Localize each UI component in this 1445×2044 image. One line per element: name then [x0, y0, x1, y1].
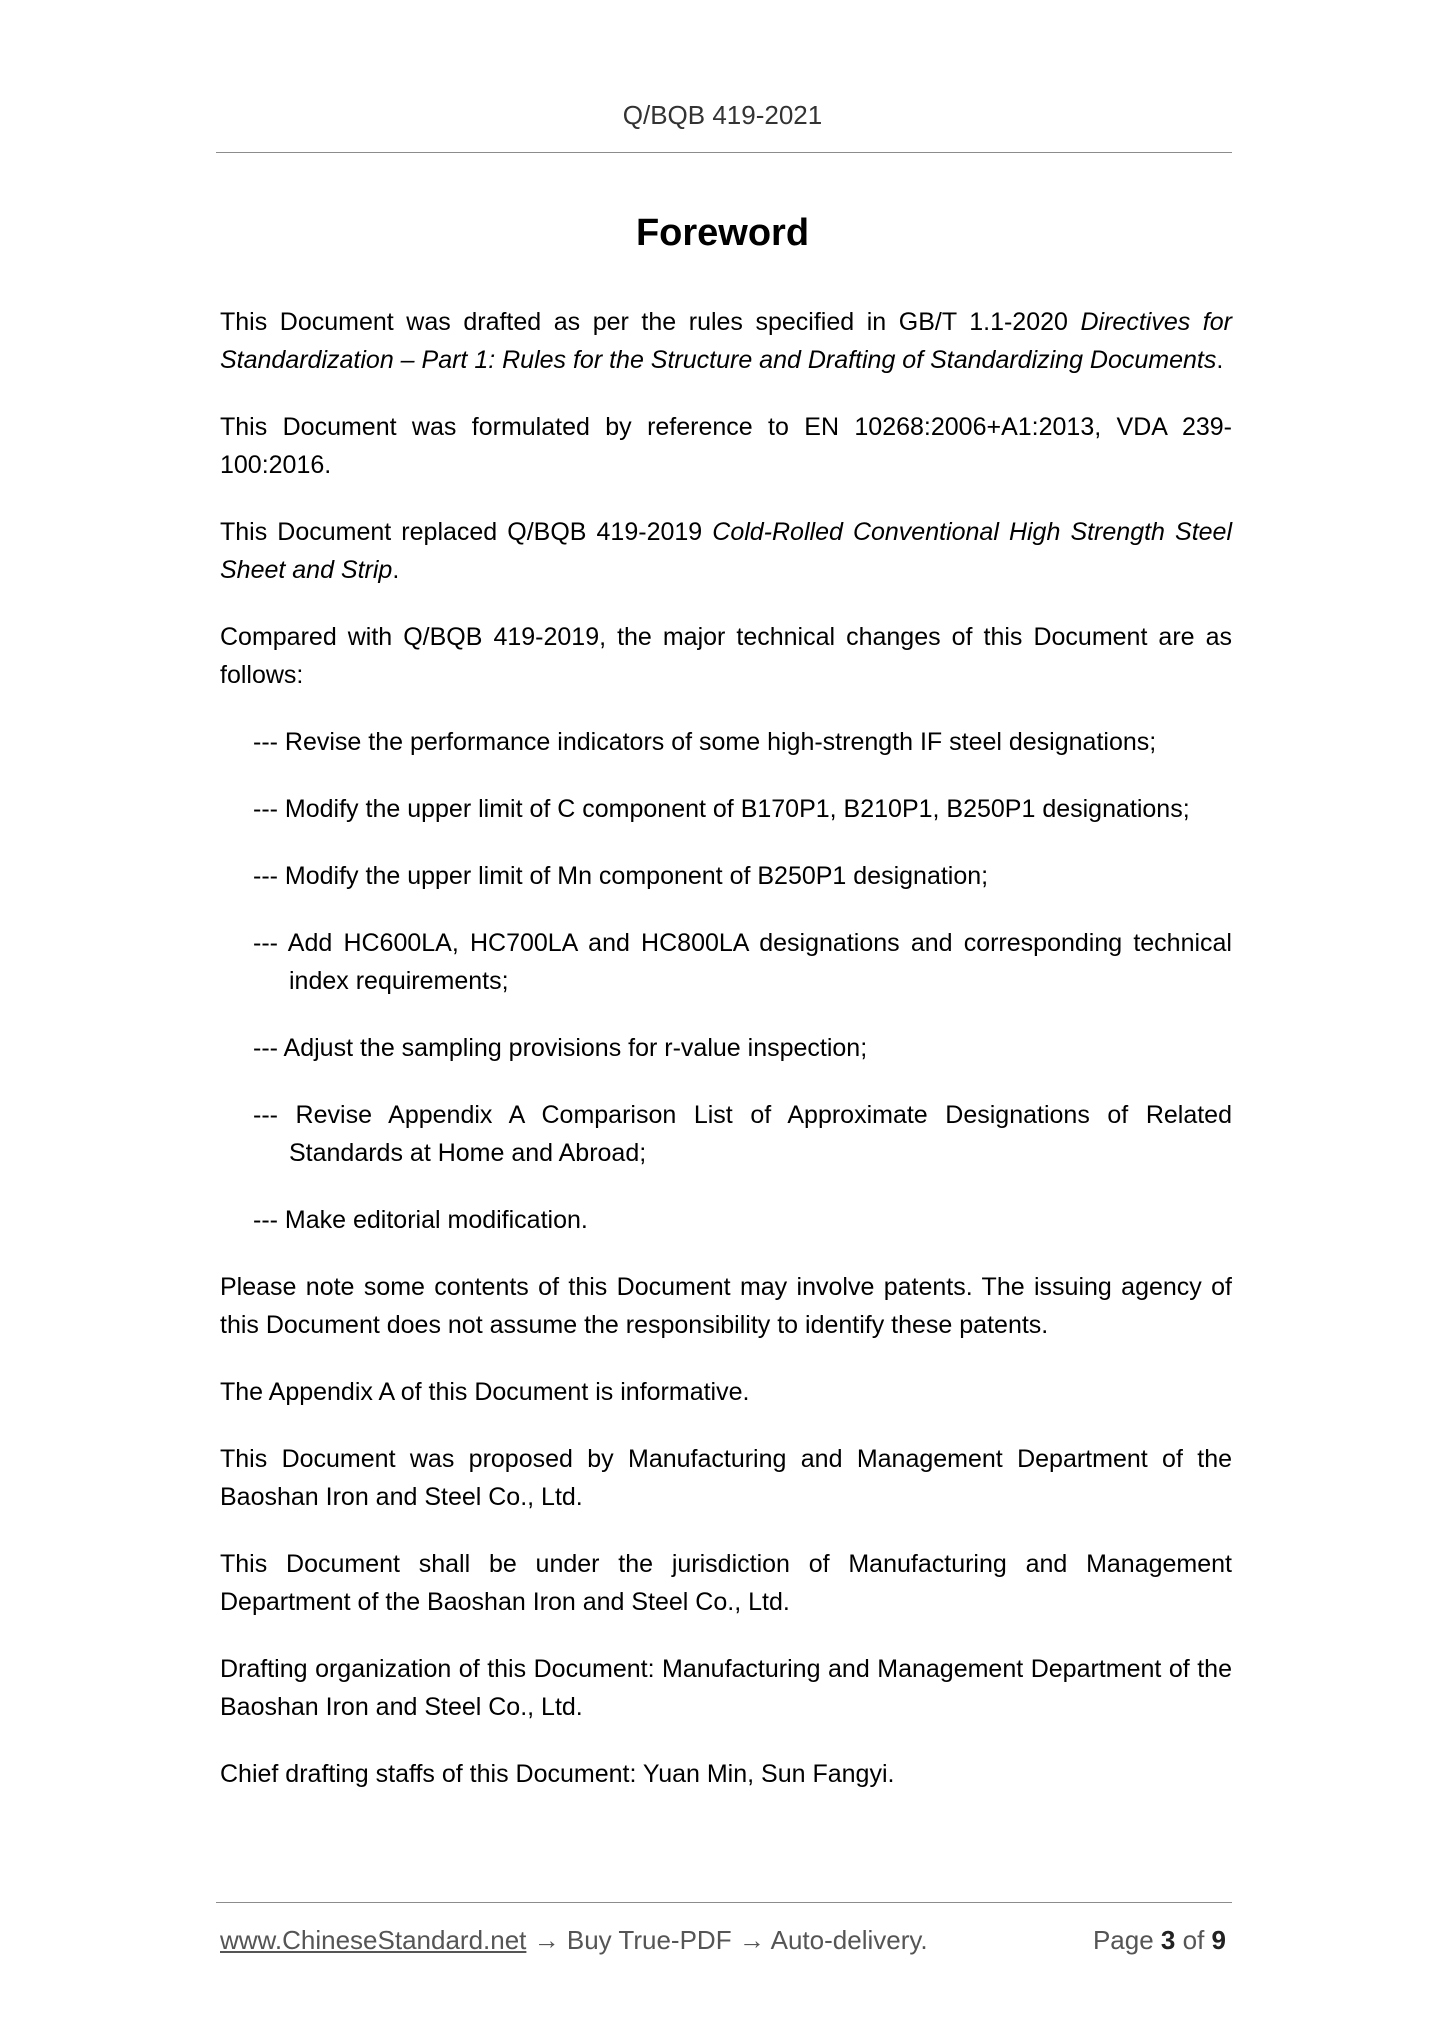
footer-divider	[216, 1902, 1232, 1903]
page-title: Foreword	[635, 212, 810, 254]
paragraph-appendix: The Appendix A of this Document is informative.	[220, 1378, 750, 1406]
list-item: --- Revise the performance indicators of some high-strength IF steel designations;	[253, 728, 1157, 756]
paragraph-jurisdiction: This Document shall be under the jurisdiction of Manufacturing and Management Department of the Baoshan Iron and Steel Co., Ltd.	[220, 1550, 1232, 1616]
paragraph-chief-drafters: Chief drafting staffs of this Document: Yuan Min, Sun Fangyi.	[220, 1760, 895, 1788]
arrow-right-icon: →	[533, 1925, 560, 1955]
total-pages-number: 9	[1211, 1925, 1226, 1955]
list-item: --- Adjust the sampling provisions for r-value inspection;	[253, 1034, 868, 1062]
paragraph-patents: Please note some contents of this Document may involve patents. The issuing agency of this Document does not assume the responsibility to identify these patents.	[220, 1273, 1232, 1339]
paragraph-replaced: This Document replaced Q/BQB 419-2019 Cold-Rolled Conventional High Strength Steel Sheet and Strip.	[220, 518, 1232, 584]
page-indicator	[1093, 1925, 1226, 1956]
header-divider	[216, 152, 1232, 153]
paragraph-references: This Document was formulated by reference to EN 10268:2006+A1:2013, VDA 239-100:2016.	[220, 413, 1232, 479]
paragraph-changes-intro: Compared with Q/BQB 419-2019, the major technical changes of this Document are as follows:	[220, 623, 1232, 689]
page-of-label: of	[1182, 1925, 1205, 1955]
list-item: --- Make editorial modification.	[253, 1206, 588, 1234]
list-item: --- Revise Appendix A Comparison List of Approximate Designations of Related Standards at Home and Abroad;	[253, 1101, 1232, 1167]
list-item: --- Modify the upper limit of C component of B170P1, B210P1, B250P1 designations;	[253, 795, 1190, 823]
technical-changes-list	[220, 723, 1232, 1239]
foreword-body	[220, 303, 1232, 1822]
paragraph-drafting-rules: This Document was drafted as per the rules specified in GB/T 1.1-2020 Directives for Standardization – Part 1: Rules for the Structure and Drafting of Standardizing Documents.	[220, 308, 1232, 374]
auto-delivery-text: Auto-delivery.	[770, 1925, 928, 1955]
list-item: --- Add HC600LA, HC700LA and HC800LA designations and corresponding technical index requirements;	[253, 929, 1232, 995]
website-link[interactable]: www.ChineseStandard.net	[220, 1925, 527, 1955]
current-page-number: 3	[1160, 1925, 1176, 1955]
arrow-right-icon: →	[738, 1925, 765, 1955]
paragraph-proposed-by: This Document was proposed by Manufacturing and Management Department of the Baoshan Iron and Steel Co., Ltd.	[220, 1445, 1232, 1511]
page-label: Page	[1092, 1925, 1154, 1955]
page-footer	[220, 1925, 1226, 1959]
buy-true-pdf-text: Buy True-PDF	[566, 1925, 732, 1955]
replaced-standard-title: Cold-Rolled Conventional High Strength Steel Sheet and Strip	[220, 518, 1232, 584]
footer-promo	[220, 1925, 928, 1956]
paragraph-drafting-organization: Drafting organization of this Document: Manufacturing and Management Department of the Baoshan Iron and Steel Co., Ltd.	[220, 1655, 1232, 1721]
directives-title: Directives for Standardization – Part 1: Rules for the Structure and Drafting of Standardizing Documents	[220, 308, 1232, 374]
document-code-header: Q/BQB 419-2021	[622, 100, 823, 130]
list-item: --- Modify the upper limit of Mn component of B250P1 designation;	[253, 862, 989, 890]
